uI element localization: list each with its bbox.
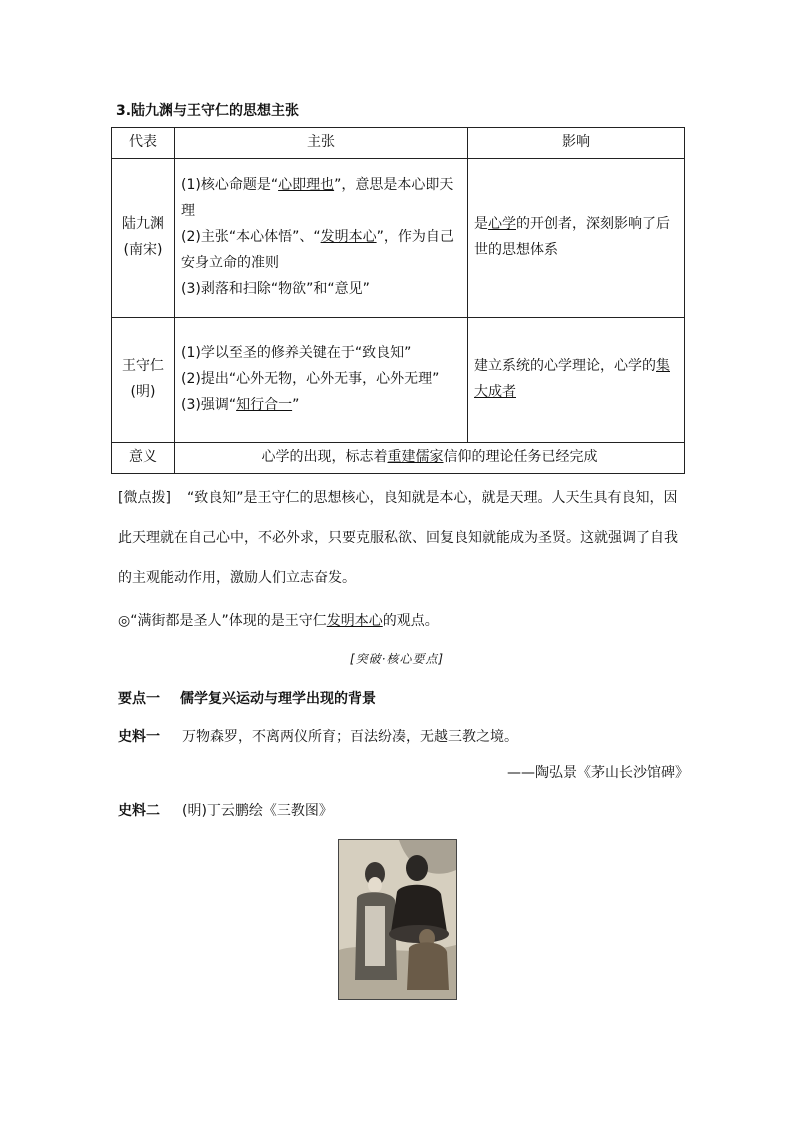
wang-claim-1: (1)学以至圣的修养关键在于“致良知” xyxy=(181,345,412,362)
wang-impact-cell: 建立系统的心学理论，心学的集大成者 xyxy=(468,318,685,443)
underlined-term: 心即理也 xyxy=(278,177,335,194)
table-row-lu xyxy=(112,159,685,318)
thought-table xyxy=(111,127,685,474)
lu-impact-cell: 是心学的开创者，深刻影响了后世的思想体系 xyxy=(468,159,685,318)
tip-paragraph xyxy=(118,478,690,598)
lu-claim-3: (3)剥落和扫除“物欲”和“意见” xyxy=(181,280,370,297)
meaning-label: 意义 xyxy=(112,443,175,474)
table-header-row xyxy=(112,128,685,159)
header-representative: 代表 xyxy=(112,128,175,159)
source-1-label: 史料一 xyxy=(118,729,160,745)
lu-name: 陆九渊 xyxy=(122,216,164,233)
source-1 xyxy=(118,726,690,746)
section-title: 3.陆九渊与王守仁的思想主张 xyxy=(116,103,300,119)
underlined-term: 知行合一 xyxy=(236,396,293,413)
meaning-text: 心学的出现，标志着重建儒家信仰的理论任务已经完成 xyxy=(175,443,685,474)
source-2 xyxy=(118,800,690,820)
lu-name-cell xyxy=(112,159,175,318)
keypoint-title: 儒学复兴运动与理学出现的背景 xyxy=(180,691,376,707)
table-row-wang xyxy=(112,318,685,443)
keypoint-heading xyxy=(118,688,376,708)
wang-name: 王守仁 xyxy=(122,358,164,375)
underlined-term: 发明本心 xyxy=(320,229,377,246)
note-paragraph: ◎“满街都是圣人”体现的是王守仁发明本心的观点。 xyxy=(118,613,439,629)
tip-label: [微点拨] xyxy=(118,490,171,506)
header-impact: 影响 xyxy=(468,128,685,159)
wang-claim-3: (3)强调“知行合一” xyxy=(181,396,300,413)
keypoint-label: 要点一 xyxy=(118,691,160,707)
underlined-term: 重建儒家 xyxy=(387,449,444,466)
tip-text: “致良知”是王守仁的思想核心，良知就是本心，就是天理。人天生具有良知，因此天理就在自己心中，不必外求，只要克服私欲、回复良知就能成为圣贤。这就强调了自我的主观能动作用，激励人们立志奋发。 xyxy=(118,490,678,586)
wang-claims-cell xyxy=(175,318,468,443)
source-2-label: 史料二 xyxy=(118,803,160,819)
wang-name-cell xyxy=(112,318,175,443)
lu-dynasty: (南宋) xyxy=(123,242,163,258)
three-teachings-painting xyxy=(338,839,457,1000)
table-row-meaning xyxy=(112,443,685,474)
source-2-text: (明)丁云鹏绘《三教图》 xyxy=(182,803,333,819)
underlined-term: 发明本心 xyxy=(326,613,383,629)
underlined-term: 心学 xyxy=(488,216,516,233)
lu-claim-1: (1)核心命题是“心即理也”，意思是本心即天理 xyxy=(181,177,454,220)
source-1-attribution: ——陶弘景《茅山长沙馆碑》 xyxy=(507,765,689,781)
wang-dynasty: (明) xyxy=(130,384,156,400)
lu-claims-cell xyxy=(175,159,468,318)
lu-claim-2: (2)主张“本心体悟”、“发明本心”，作为自己安身立命的准则 xyxy=(181,229,454,271)
header-claim: 主张 xyxy=(175,128,468,159)
source-1-text: 万物森罗，不离两仪所育；百法纷凑，无越三教之境。 xyxy=(182,729,518,745)
underlined-term: 集大成者 xyxy=(474,358,670,400)
wang-claim-2: (2)提出“心外无物，心外无事，心外无理” xyxy=(181,371,440,388)
painting-image xyxy=(339,840,456,999)
subhead-breakthrough: [突破·核心要点] xyxy=(349,652,445,666)
